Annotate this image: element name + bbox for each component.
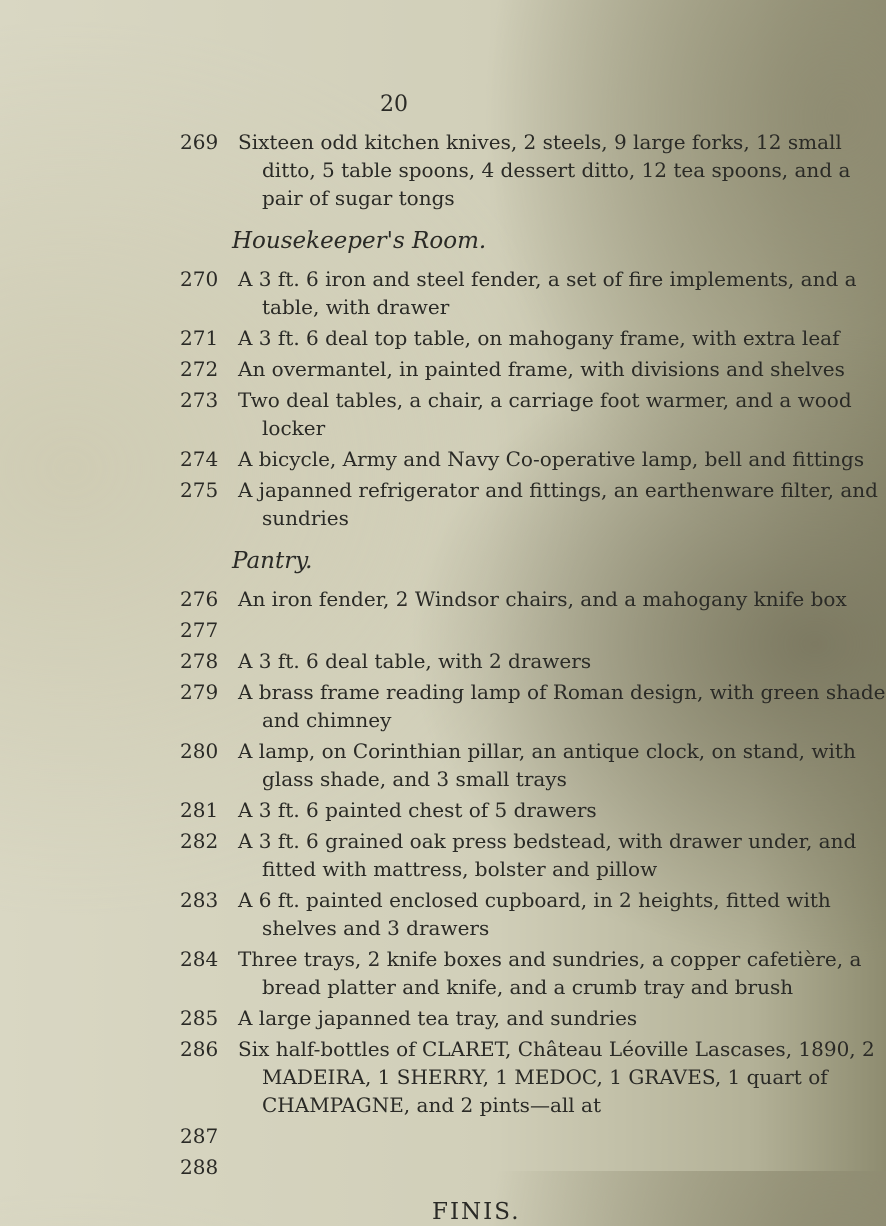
lot-number: 279: [180, 680, 219, 704]
lot-description: A japanned refrigerator and fittings, an earthenware filter, and: [238, 478, 878, 502]
lot-number: 273: [180, 388, 219, 412]
lot-number: 270: [180, 267, 219, 291]
lot-number: 274: [180, 447, 219, 471]
lot-description-cont: glass shade, and 3 small trays: [262, 767, 567, 791]
lot-description-cont: shelves and 3 drawers: [262, 916, 490, 940]
lot-number: 269: [180, 130, 219, 154]
lot-number: 271: [180, 326, 219, 350]
page-number: 20: [380, 92, 408, 117]
lot-number: 285: [180, 1006, 219, 1030]
lot-number: 278: [180, 649, 219, 673]
lot-description-cont: locker: [262, 416, 326, 440]
lot-description: A bicycle, Army and Navy Co-operative lamp, bell and fittings: [238, 447, 865, 471]
lot-description-cont: ditto, 5 table spoons, 4 dessert ditto, 12 tea spoons, and a: [262, 158, 851, 182]
lot-description: An iron fender, 2 Windsor chairs, and a mahogany knife box: [238, 587, 847, 611]
lot-description: A 6 ft. painted enclosed cupboard, in 2 heights, fitted with: [238, 888, 831, 912]
lot-description: A 3 ft. 6 iron and steel fender, a set of fire implements, and a: [238, 267, 857, 291]
lot-description-cont: fitted with mattress, bolster and pillow: [262, 857, 658, 881]
lot-description-cont: bread platter and knife, and a crumb tray and brush: [262, 975, 794, 999]
lot-description: An overmantel, in painted frame, with divisions and shelves: [238, 357, 845, 381]
lot-number: 286: [180, 1037, 219, 1061]
lot-number: 288: [180, 1155, 219, 1179]
lot-description: Three trays, 2 knife boxes and sundries, a copper cafetière, a: [238, 947, 862, 971]
lot-description: A brass frame reading lamp of Roman design, with green shade: [238, 680, 886, 704]
lot-number: 287: [180, 1124, 219, 1148]
lot-description-cont: CHAMPAGNE, and 2 pints—all at: [262, 1093, 601, 1117]
lot-description-cont: and chimney: [262, 708, 392, 732]
lot-number: 281: [180, 798, 219, 822]
section-heading: Pantry.: [232, 548, 313, 574]
lot-number: 275: [180, 478, 219, 502]
lot-number: 282: [180, 829, 219, 853]
lot-number: 280: [180, 739, 219, 763]
lot-description: Sixteen odd kitchen knives, 2 steels, 9 large forks, 12 small: [238, 130, 842, 154]
lot-number: 284: [180, 947, 219, 971]
finis: FINIS.: [432, 1199, 521, 1225]
lot-number: 276: [180, 587, 219, 611]
lot-description: A 3 ft. 6 painted chest of 5 drawers: [238, 798, 597, 822]
lot-description: Six half-bottles of CLARET, Château Léoville Lascases, 1890, 2: [238, 1037, 875, 1061]
lot-number: 277: [180, 618, 219, 642]
lot-description: A lamp, on Corinthian pillar, an antique clock, on stand, with: [238, 739, 856, 763]
lot-description: A 3 ft. 6 grained oak press bedstead, with drawer under, and: [238, 829, 857, 853]
lot-description: Two deal tables, a chair, a carriage foot warmer, and a wood: [238, 388, 852, 412]
lot-description-cont: MADEIRA, 1 SHERRY, 1 MEDOC, 1 GRAVES, 1 quart of: [262, 1065, 828, 1089]
lot-description: A 3 ft. 6 deal table, with 2 drawers: [238, 649, 592, 673]
lot-description-cont: table, with drawer: [262, 295, 450, 319]
lot-description: A large japanned tea tray, and sundries: [238, 1006, 638, 1030]
section-heading: Housekeeper's Room.: [232, 228, 487, 254]
lot-number: 272: [180, 357, 219, 381]
lot-description-cont: sundries: [262, 506, 349, 530]
lot-number: 283: [180, 888, 219, 912]
lot-description: A 3 ft. 6 deal top table, on mahogany frame, with extra leaf: [238, 326, 840, 350]
lot-description-cont: pair of sugar tongs: [262, 186, 455, 210]
